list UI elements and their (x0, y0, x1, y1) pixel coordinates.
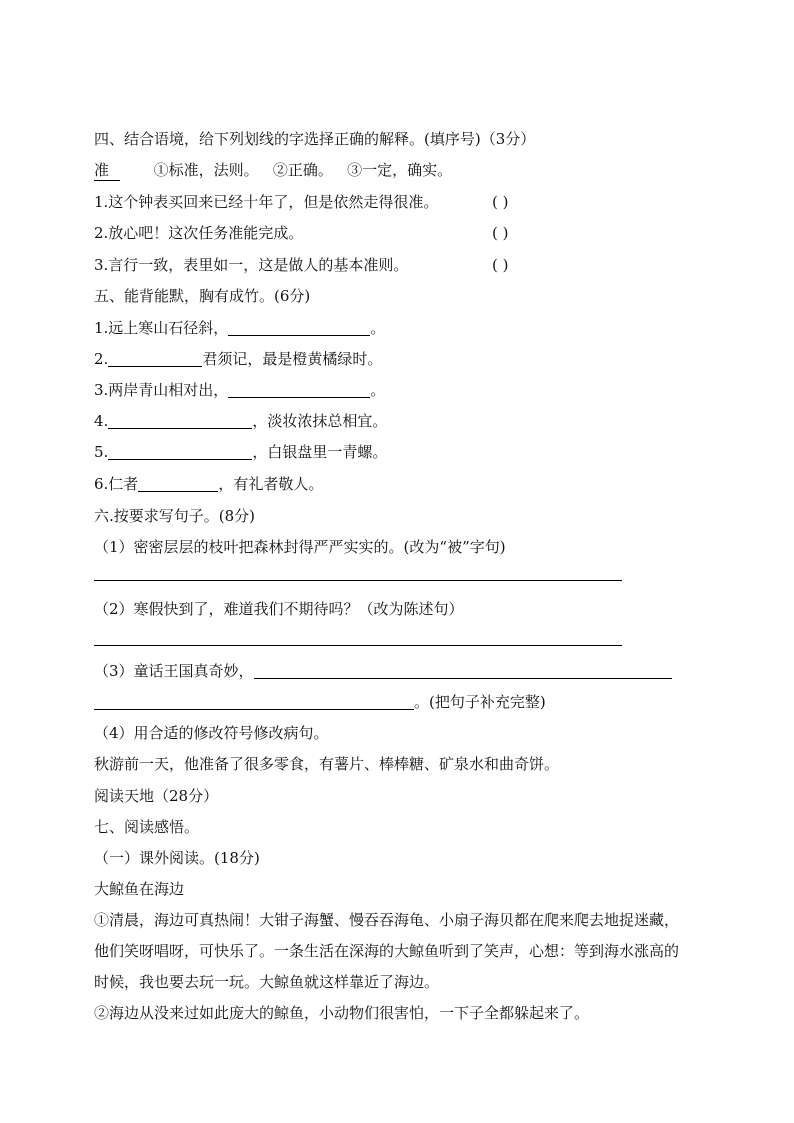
poem-item-1: 1.远上寒山石径斜， 。 (94, 319, 386, 337)
story-title: 大鲸鱼在海边 (94, 880, 185, 898)
poem-item-2: 2. 君须记，最是橙黄橘绿时。 (94, 350, 383, 368)
section4-item-3: 3.言行一致，表里如一，这是做人的基本准则。 (94, 256, 409, 274)
meaning-options: ①标准，法则。 ②正确。 ③一定，确实。 (153, 161, 453, 179)
story-p1-line2: 他们笑呀唱呀，可快乐了。一条生活在深海的大鲸鱼听到了笑声，心想：等到海水涨高的 (94, 942, 680, 960)
blank-3[interactable] (228, 381, 370, 398)
blank-q3-a[interactable] (254, 662, 672, 679)
section4-item-2: 2.放心吧！这次任务准能完成。 (94, 224, 304, 242)
rewrite-q4: （4）用合适的修改符号修改病句。 (94, 724, 329, 742)
section4-item-1: 1.这个钟表买回来已经十年了，但是依然走得很准。 (94, 193, 439, 211)
poem-item-3: 3.两岸青山相对出， 。 (94, 381, 386, 399)
story-p1-line3: 时候，我也要去玩一玩。大鲸鱼就这样靠近了海边。 (94, 973, 440, 991)
poem-item-5: 5. ，白银盘里一青螺。 (94, 443, 388, 461)
rewrite-q3: （3）童话王国真奇妙， (94, 661, 672, 681)
blank-5[interactable] (108, 443, 252, 460)
poem-item-6: 6.仁者 ，有礼者敬人。 (94, 475, 324, 493)
answer-paren-1[interactable]: ( ) (492, 193, 509, 211)
underlined-word: 准 (94, 160, 120, 181)
rewrite-q1: （1）密密层层的枝叶把森林封得严严实实的。(改为“被”字句) (94, 538, 506, 556)
story-p2: ②海边从没来过如此庞大的鲸鱼，小动物们很害怕，一下子全都躲起来了。 (94, 1004, 590, 1022)
answer-line-q1[interactable] (94, 580, 622, 581)
sick-sentence: 秋游前一天，他准备了很多零食，有薯片、棒棒糖、矿泉水和曲奇饼。 (94, 755, 560, 773)
answer-paren-2[interactable]: ( ) (492, 224, 509, 242)
reading-part1-title: （一）课外阅读。(18分) (94, 849, 260, 867)
poem-item-4: 4. ，淡妆浓抹总相宜。 (94, 412, 388, 430)
reading-heading: 阅读天地（28分） (94, 787, 219, 805)
rewrite-q2: （2）寒假快到了，难道我们不期待吗？（改为陈述句） (94, 600, 464, 618)
section4-options-row (94, 160, 452, 181)
section6-title: 六.按要求写句子。(8分) (94, 507, 256, 525)
story-p1-line1: ①清晨，海边可真热闹！大钳子海蟹、慢吞吞海龟、小扇子海贝都在爬来爬去地捉迷藏， (94, 911, 680, 929)
blank-q3-b[interactable] (94, 693, 414, 710)
section5-title: 五、能背能默，胸有成竹。(6分) (94, 287, 311, 305)
section4-title: 四、结合语境，给下列划线的字选择正确的解释。(填序号)（3分） (94, 130, 536, 148)
answer-paren-3[interactable]: ( ) (492, 256, 509, 274)
section7-title: 七、阅读感悟。 (94, 818, 200, 836)
answer-line-q2[interactable] (94, 645, 622, 646)
blank-6[interactable] (138, 475, 218, 492)
blank-2[interactable] (108, 350, 202, 367)
blank-4[interactable] (108, 412, 252, 429)
rewrite-q3-cont: 。(把句子补充完整) (94, 692, 546, 712)
blank-1[interactable] (228, 319, 370, 336)
